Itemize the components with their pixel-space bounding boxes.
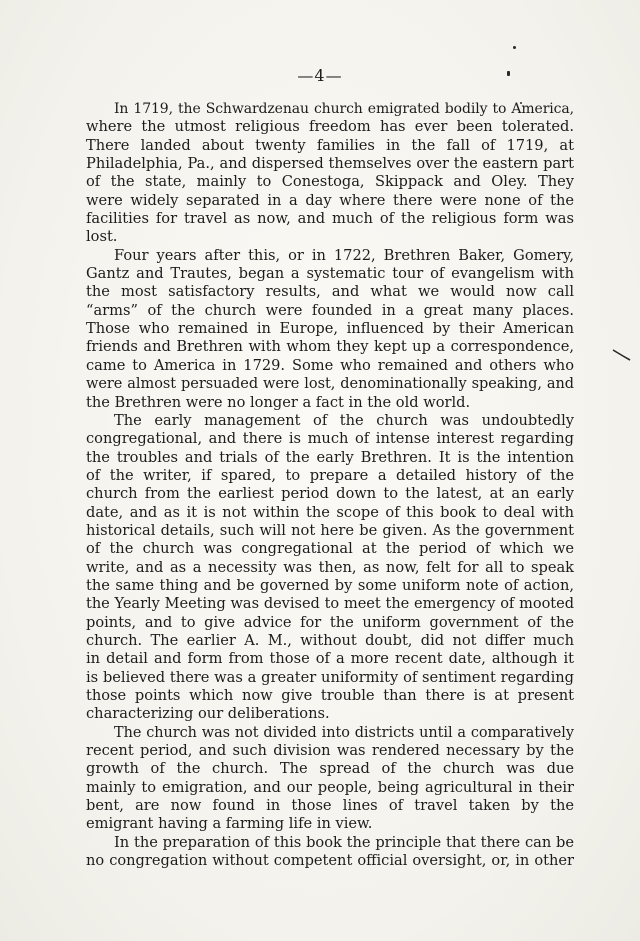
margin-mark-icon <box>612 348 632 362</box>
text-line: Those who remained in Europe, influenced by their American <box>86 320 574 338</box>
text-line: those points which now give trouble than there is at present <box>86 687 574 704</box>
text-line: There landed about twenty families in the fall of 1719, at <box>86 136 574 154</box>
text-line: mainly to emigration, and our people, being agricultural in their <box>86 778 574 796</box>
text-line: the same thing and be governed by some uniform note of action, <box>86 576 574 594</box>
text-line: the Brethren were no longer a fact in the old world. <box>86 393 471 411</box>
text-line: In the preparation of this book the principle that there can be <box>114 833 574 851</box>
text-line: write, and as a necessity was then, as now, felt for all to speak <box>86 558 574 576</box>
text-line: facilities for travel as now, and much of the religious form was <box>86 210 574 228</box>
paragraph <box>86 834 574 871</box>
text-line: came to America in 1729. Some who remained and others who <box>86 356 574 374</box>
text-line: In 1719, the Schwardzenau church emigrated bodily to America, <box>114 101 574 117</box>
text-line: is believed there was a greater uniformity of sentiment regarding <box>86 668 574 686</box>
ink-speck <box>513 46 516 49</box>
text-line: of the church was congregational at the period of which we <box>86 540 574 558</box>
text-line: Four years after this, or in 1722, Brethren Baker, Gomery, <box>114 246 574 264</box>
text-line: in detail and form from those of a more recent date, although it <box>86 650 574 668</box>
text-line: the Yearly Meeting was devised to meet the emergency of mooted <box>86 596 574 613</box>
text-line: no congregation without competent official oversight, or, in other <box>86 852 574 870</box>
paragraph <box>86 247 574 412</box>
text-line: of the writer, if spared, to prepare a detailed history of the <box>86 466 574 484</box>
text-line: Philadelphia, Pa., and dispersed themselves over the eastern part <box>86 155 574 173</box>
text-line: characterizing our deliberations. <box>86 705 330 723</box>
paragraph <box>86 412 574 724</box>
text-line: were almost persuaded were lost, denominationally speaking, and <box>86 376 574 393</box>
text-line: church from the earliest period down to the latest, at an early <box>86 485 574 503</box>
text-line: Gantz and Trautes, began a systematic tour of evangelism with <box>86 265 574 283</box>
text-line: lost. <box>86 228 118 246</box>
text-line: bent, are now found in those lines of travel taken by the <box>86 797 574 815</box>
paragraph <box>86 724 574 834</box>
text-line: the most satisfactory results, and what we would now call <box>86 283 574 301</box>
text-line: church. The earlier A. M., without doubt, did not differ much <box>86 631 574 649</box>
body-text <box>86 100 574 870</box>
paragraph <box>86 100 574 247</box>
text-line: growth of the church. The spread of the church was due <box>86 760 574 778</box>
text-line: friends and Brethren with whom they kept up a correspondence, <box>86 338 574 356</box>
text-line: where the utmost religious freedom has ever been tolerated. <box>86 118 574 136</box>
text-line: emigrant having a farming life in view. <box>86 815 373 833</box>
page-number: —4— <box>297 66 343 85</box>
text-line: points, and to give advice for the uniform government of the <box>86 613 574 631</box>
text-line: congregational, and there is much of intense interest regarding <box>86 430 574 448</box>
text-line: the troubles and trials of the early Brethren. It is the intention <box>86 448 574 466</box>
text-line: The early management of the church was undoubtedly <box>114 411 574 429</box>
text-line: historical details, such will not here be given. As the government <box>86 521 574 539</box>
text-line: date, and as it is not within the scope of this book to deal with <box>86 503 574 521</box>
text-line: “arms” of the church were founded in a great many places. <box>86 301 574 319</box>
text-line: The church was not divided into districts until a comparatively <box>114 724 574 741</box>
text-line: were widely separated in a day where there were none of the <box>86 191 574 209</box>
text-line: recent period, and such division was rendered necessary by the <box>86 742 574 760</box>
text-line: of the state, mainly to Conestoga, Skippack and Oley. They <box>86 173 574 191</box>
